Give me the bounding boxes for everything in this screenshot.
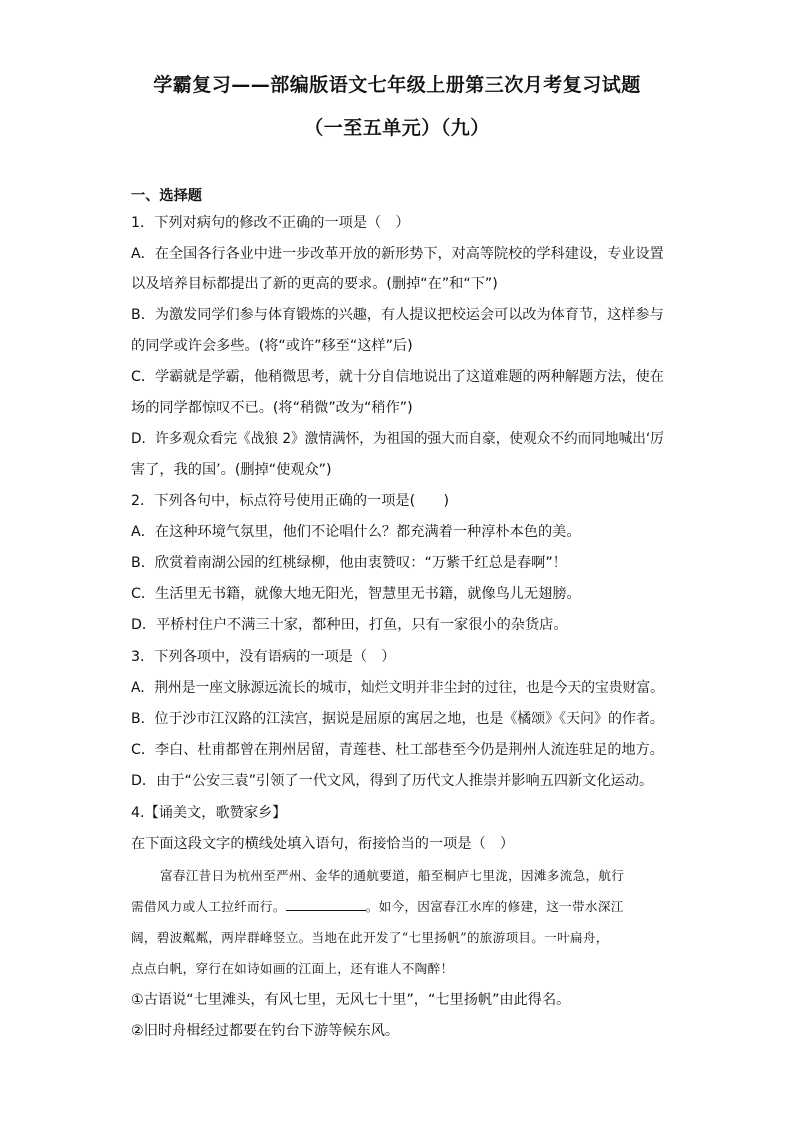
question-1-option-b-line1: B．为激发同学们参与体育锻炼的兴趣，有人提议把校运会可以改为体育节，这样参与 — [131, 307, 664, 323]
question-4-stem: 在下面这段文字的横线处填入语句，衔接恰当的一项是（ ） — [131, 836, 515, 852]
question-2-option-a: A．在这种环境气氛里，他们不论唱什么？都充满着一种淳朴本色的美。 — [131, 524, 581, 540]
question-4-heading: 4.【诵美文，歌赞家乡】 — [131, 805, 287, 821]
passage-line-2-start: 需借风力或人工拉纤而行。 — [131, 899, 286, 914]
question-1-option-c-line1: C．学霸就是学霸，他稍微思考，就十分自信地说出了这道难题的两种解题方法，使在 — [131, 369, 664, 385]
passage-line-4: 点点白帆，穿行在如诗如画的江面上，还有谁人不陶醉！ — [131, 961, 454, 976]
question-1-option-b-line2: 的同学或许会多些。(将“或许”移至“这样”后) — [131, 338, 413, 354]
question-1-stem: 1．下列对病句的修改不正确的一项是（ ） — [131, 215, 410, 231]
question-2-option-b: B．欣赏着南湖公园的红桃绿柳，他由衷赞叹：“万紫千红总是春啊”！ — [131, 555, 567, 571]
question-3-option-a: A．荆州是一座文脉源远流长的城市，灿烂文明并非尘封的过往，也是今天的宝贵财富。 — [131, 680, 664, 696]
fill-in-blank — [286, 898, 366, 911]
question-1-option-a-line2: 以及培养目标都提出了新的更高的要求。(删掉“在”和“下”) — [131, 276, 498, 292]
question-4-option-2: ②旧时舟楫经过都要在钓台下游等候东风。 — [131, 1023, 400, 1039]
question-1-option-a-line1: A．在全国各行各业中进一步改革开放的新形势下，对高等院校的学科建设，专业设置 — [131, 246, 664, 262]
question-1-option-d-line1: D．许多观众看完《战狼 2》激情满怀，为祖国的强大而自豪，使观众不约而同地喊出‘厉 — [131, 431, 664, 447]
passage-line-2 — [131, 897, 624, 917]
question-1-option-c-line2: 场的同学都惊叹不已。(将“稍微”改为“稍作”) — [131, 400, 413, 416]
question-3-option-d: D．由于“公安三袁”引领了一代文风，得到了历代文人推崇并影响五四新文化运动。 — [131, 773, 654, 789]
passage-line-2-end: 。如今，因富春江水库的修建，这一带水深江 — [365, 899, 624, 914]
question-3-option-c: C．李白、杜甫都曾在荆州居留，青莲巷、杜工部巷至今仍是荆州人流连驻足的地方。 — [131, 742, 664, 758]
question-2-stem: 2．下列各句中，标点符号使用正确的一项是( ) — [131, 493, 450, 509]
passage-line-3: 阔，碧波粼粼，两岸群峰竖立。当地在此开发了“七里扬帆”的旅游项目。一叶扁舟， — [131, 930, 609, 945]
question-3-option-b: B．位于沙市江汉路的江渎宫，据说是屈原的寓居之地，也是《橘颂》《天问》的作者。 — [131, 711, 664, 727]
page-title: 学霸复习——部编版语文七年级上册第三次月考复习试题 — [153, 74, 641, 96]
question-3-stem: 3．下列各项中，没有语病的一项是（ ） — [131, 649, 396, 665]
question-4-option-1: ①古语说“七里滩头，有风七里，无风七十里”，“七里扬帆”由此得名。 — [131, 992, 571, 1008]
section-heading: 一、选择题 — [131, 188, 202, 204]
passage-line-1: 富春江昔日为杭州至严州、金华的通航要道，船至桐庐七里泷，因滩多流急，航行 — [160, 868, 625, 883]
question-1-option-d-line2: 害了，我的国’。(删掉“使观众”) — [131, 462, 332, 478]
question-2-option-d: D．平桥村住户不满三十家，都种田，打鱼，只有一家很小的杂货店。 — [131, 617, 568, 633]
page-subtitle: （一至五单元）（九） — [304, 117, 490, 139]
question-2-option-c: C．生活里无书籍，就像大地无阳光，智慧里无书籍，就像鸟儿无翅膀。 — [131, 586, 581, 602]
